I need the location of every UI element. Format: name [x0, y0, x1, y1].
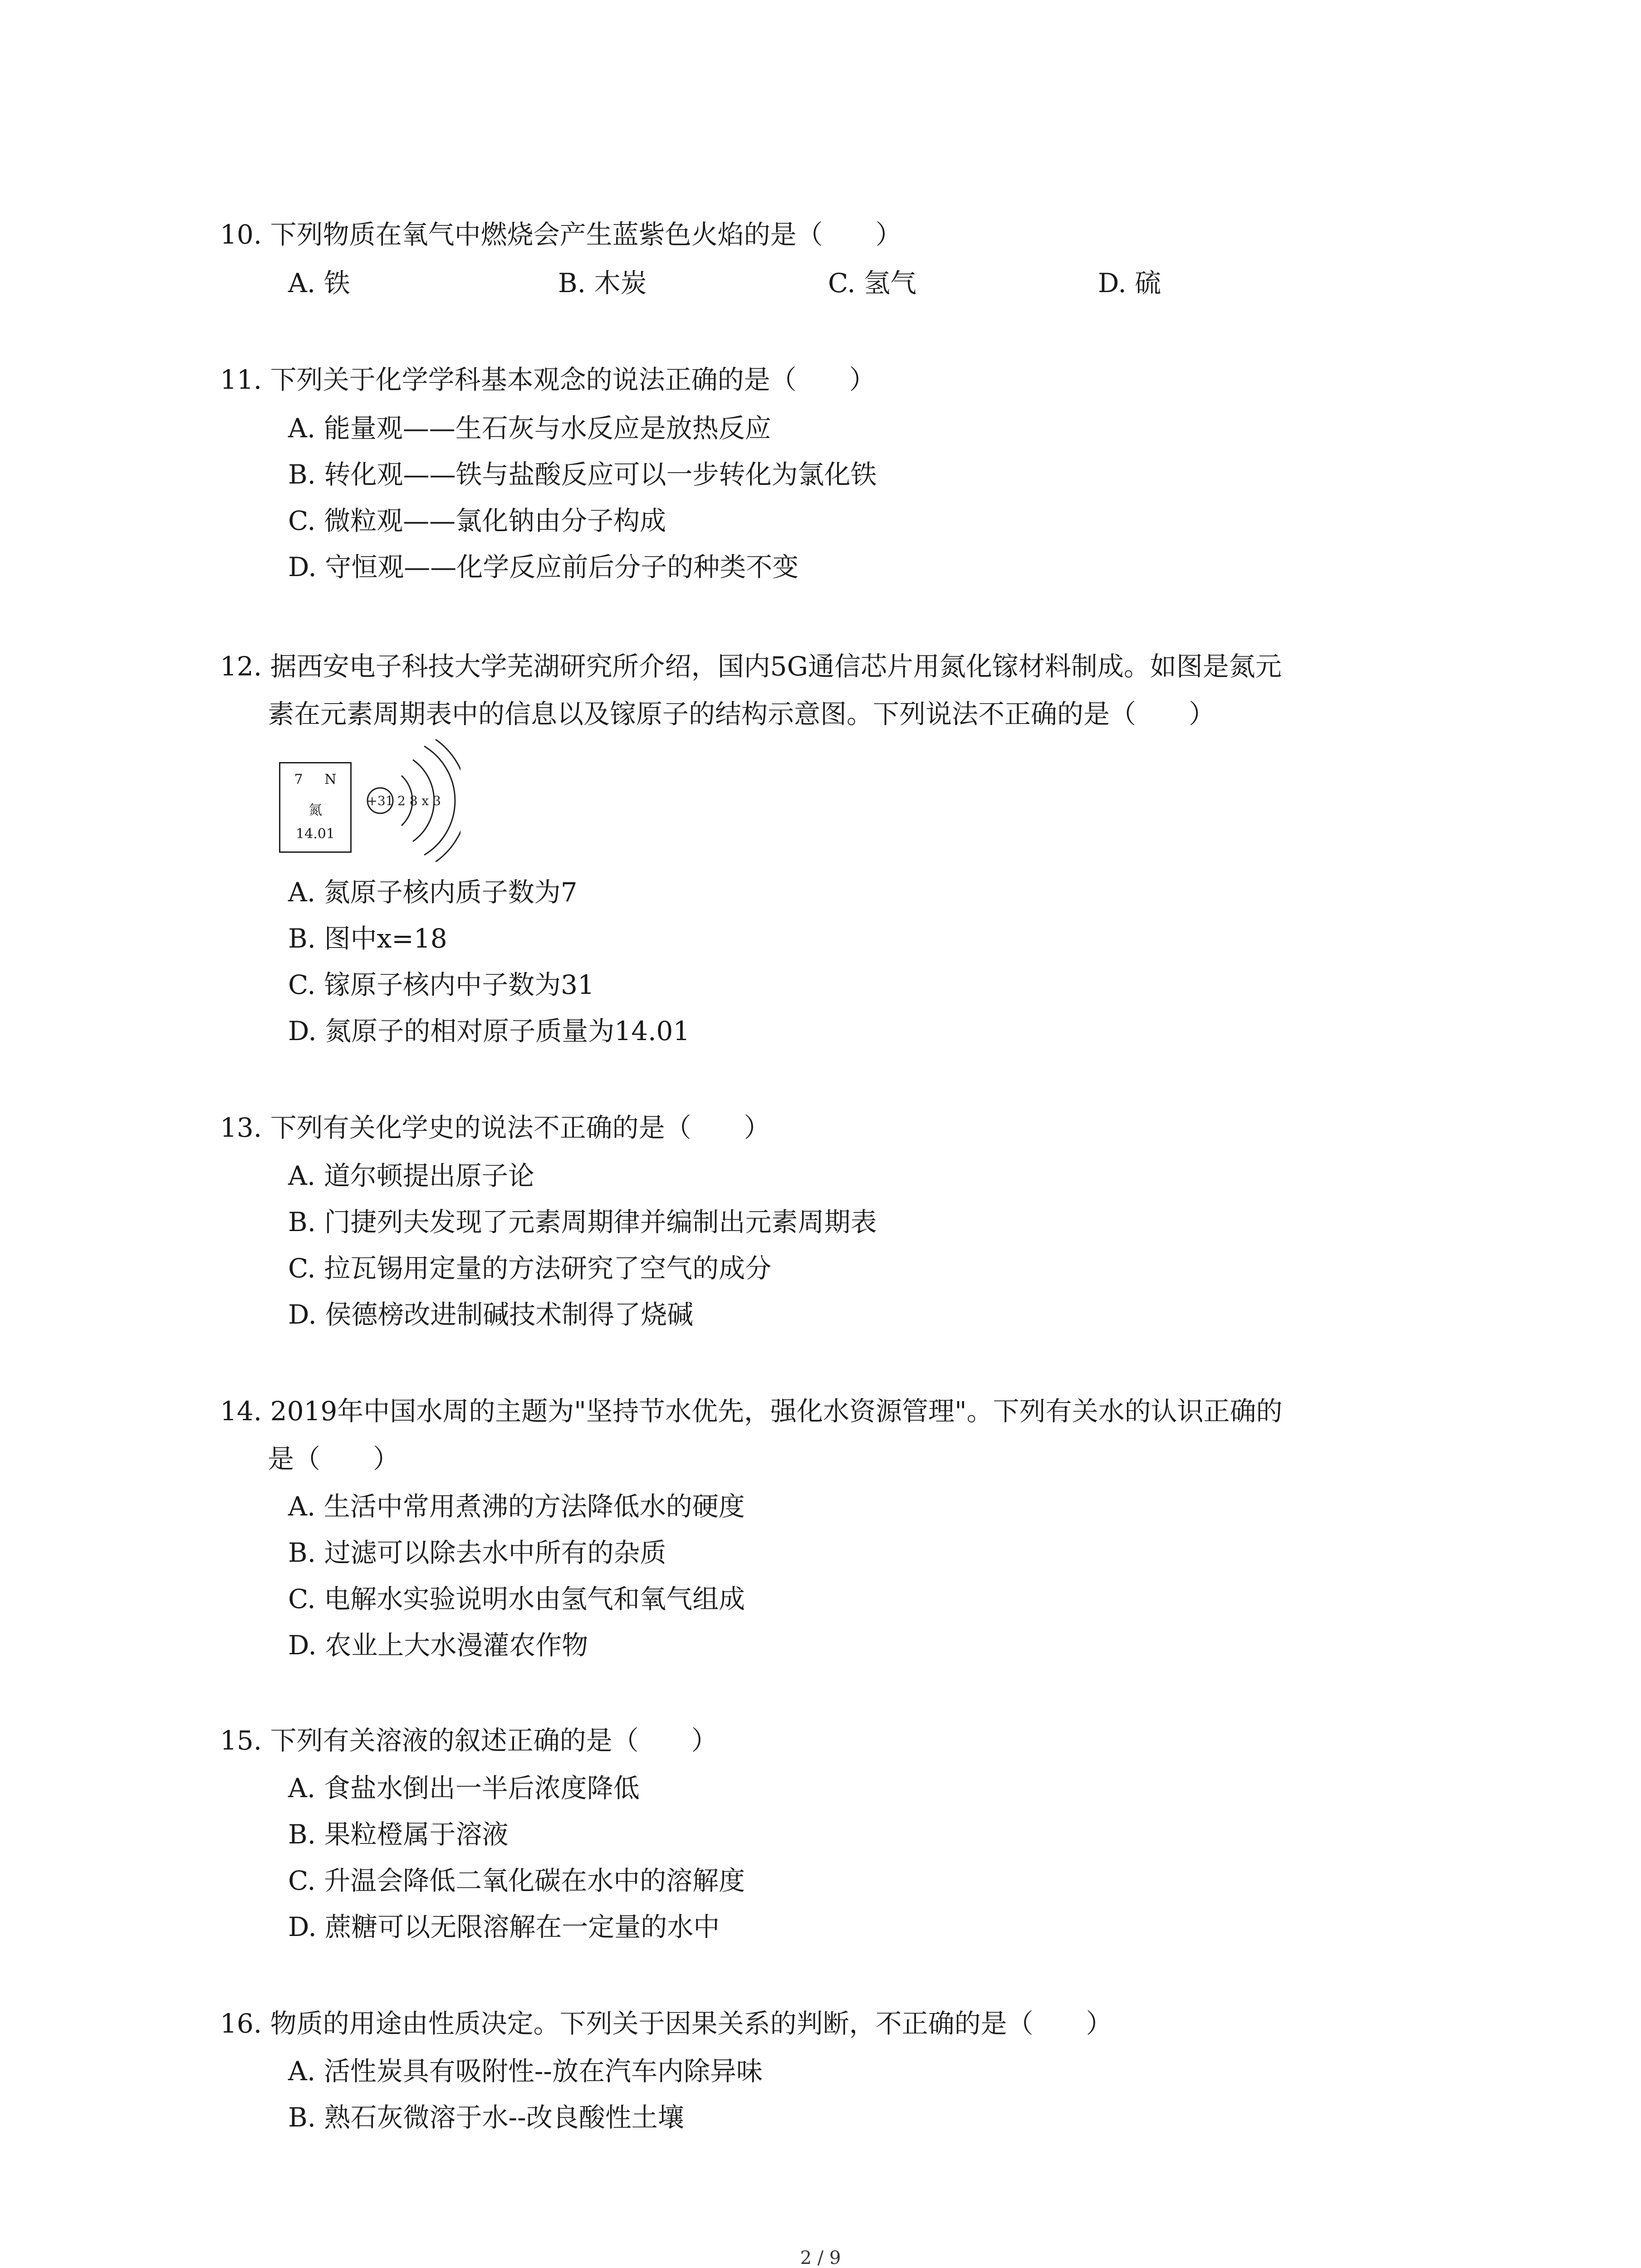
question-11-option-b: B. 转化观——铁与盐酸反应可以一步转化为氯化铁	[288, 459, 877, 490]
question-12-stem-line2: 素在元素周期表中的信息以及镓原子的结构示意图。下列说法不正确的是（ ）	[268, 699, 1215, 729]
question-12-option-d: D. 氮原子的相对原子质量为14.01	[288, 1016, 690, 1046]
question-11-option-c: C. 微粒观——氯化钠由分子构成	[288, 505, 666, 536]
page-number: 2 / 9	[800, 2248, 841, 2268]
question-14-stem-line1: 14. 2019年中国水周的主题为"坚持节水优先，强化水资源管理"。下列有关水的认识正确的	[220, 1396, 1283, 1427]
atom-structure-diagram	[363, 739, 460, 862]
question-10-option-b: B. 木炭	[558, 268, 647, 298]
question-13-option-d: D. 侯德榜改进制碱技术制得了烧碱	[288, 1299, 694, 1330]
question-11-stem: 11. 下列关于化学学科基本观念的说法正确的是（ ）	[220, 364, 876, 395]
question-11-option-d: D. 守恒观——化学反应前后分子的种类不变	[288, 552, 799, 582]
question-12-stem-line1: 12. 据西安电子科技大学芜湖研究所介绍，国内5G通信芯片用氮化镓材料制成。如图是氮元	[220, 651, 1282, 682]
element-and-atom-diagram	[279, 739, 460, 862]
question-16-option-a: A. 活性炭具有吸附性--放在汽车内除异味	[288, 2056, 763, 2087]
question-10-option-c: C. 氢气	[828, 268, 917, 298]
question-15-option-b: B. 果粒橙属于溶液	[288, 1819, 509, 1850]
question-16-option-b: B. 熟石灰微溶于水--改良酸性土壤	[288, 2102, 684, 2133]
question-10-option-a: A. 铁	[288, 268, 350, 298]
question-15-option-c: C. 升温会降低二氧化碳在水中的溶解度	[288, 1865, 745, 1896]
question-14-option-d: D. 农业上大水漫灌农作物	[288, 1630, 588, 1661]
element-name: 氮	[309, 802, 322, 818]
question-15-option-d: D. 蔗糖可以无限溶解在一定量的水中	[288, 1911, 720, 1942]
question-12-option-b: B. 图中x=18	[288, 923, 447, 954]
question-14-stem-line2: 是（ ）	[268, 1443, 400, 1474]
question-10-stem: 10. 下列物质在氧气中燃烧会产生蓝紫色火焰的是（ ）	[220, 219, 902, 250]
electron-shell-counts: 2 8 x 3	[397, 793, 441, 808]
question-14-option-a: A. 生活中常用煮沸的方法降低水的硬度	[288, 1491, 745, 1522]
question-14-option-b: B. 过滤可以除去水中所有的杂质	[288, 1537, 666, 1568]
atomic-number: 7	[294, 772, 303, 787]
question-13-option-b: B. 门捷列夫发现了元素周期律并编制出元素周期表	[288, 1207, 877, 1237]
question-13-stem: 13. 下列有关化学史的说法不正确的是（ ）	[220, 1112, 770, 1143]
question-14-option-c: C. 电解水实验说明水由氢气和氧气组成	[288, 1584, 745, 1614]
nucleus-charge: +31	[367, 793, 394, 808]
atomic-mass: 14.01	[296, 826, 335, 842]
question-15-option-a: A. 食盐水倒出一半后浓度降低	[288, 1773, 640, 1804]
question-13-option-c: C. 拉瓦锡用定量的方法研究了空气的成分	[288, 1253, 772, 1284]
question-12-option-a: A. 氮原子核内质子数为7	[288, 877, 578, 908]
question-12-option-c: C. 镓原子核内中子数为31	[288, 969, 594, 1000]
question-16-stem: 16. 物质的用途由性质决定。下列关于因果关系的判断，不正确的是（ ）	[220, 2008, 1112, 2039]
question-11-option-a: A. 能量观——生石灰与水反应是放热反应	[288, 413, 771, 444]
periodic-table-cell	[279, 762, 352, 853]
element-symbol: N	[324, 772, 337, 787]
question-10-option-d: D. 硫	[1098, 268, 1161, 298]
question-13-option-a: A. 道尔顿提出原子论	[288, 1160, 534, 1191]
question-15-stem: 15. 下列有关溶液的叙述正确的是（ ）	[220, 1725, 718, 1756]
